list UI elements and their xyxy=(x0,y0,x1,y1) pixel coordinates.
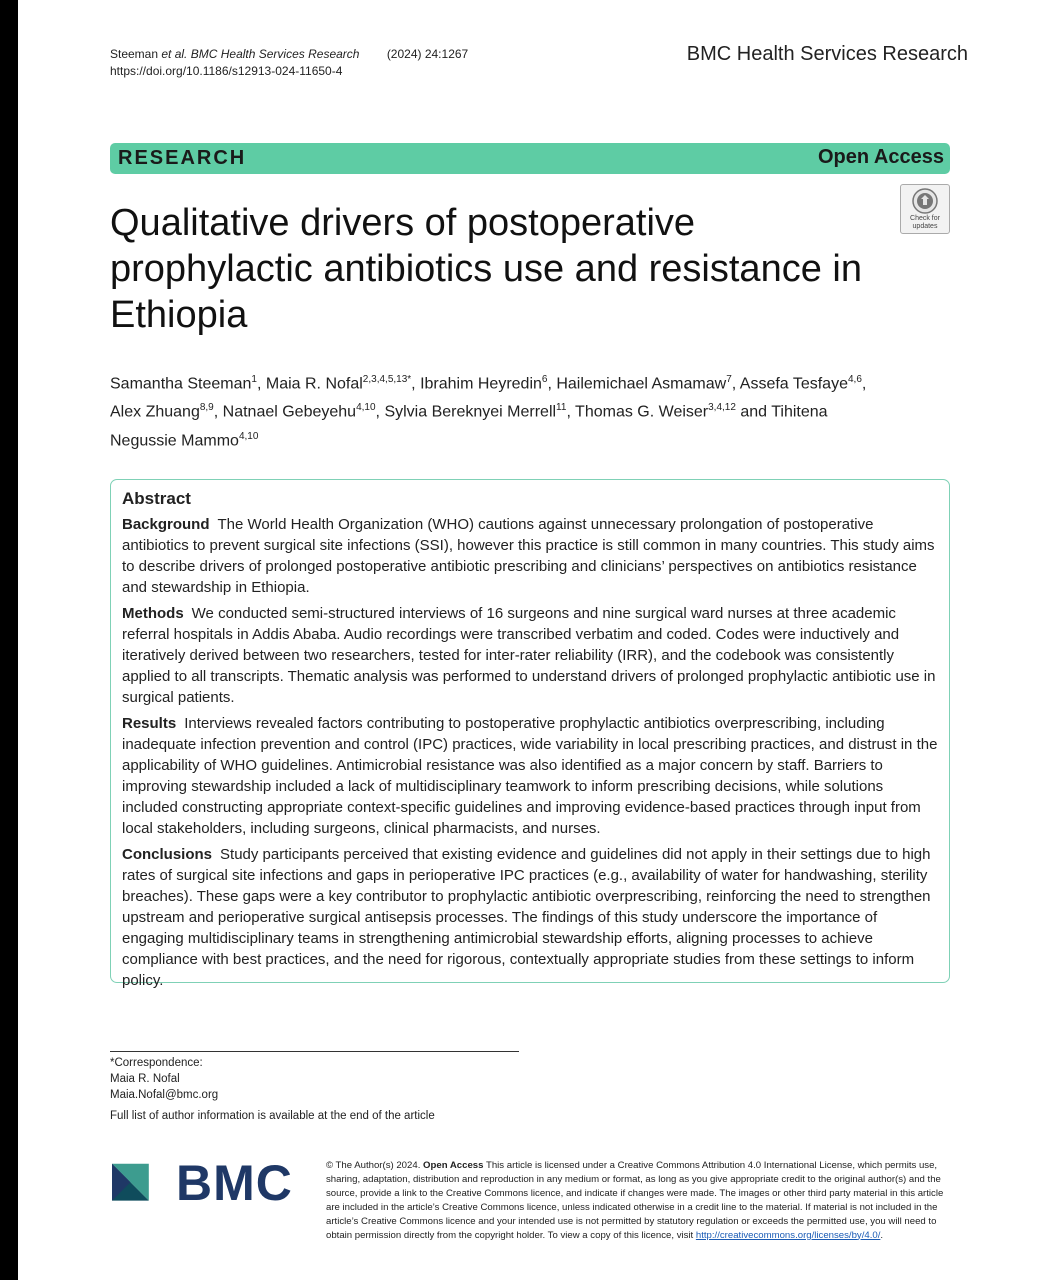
author-affiliation: 11 xyxy=(556,402,567,414)
citation-journal: BMC Health Services Research xyxy=(190,47,360,61)
author-separator: , xyxy=(411,375,421,393)
author-name: Hailemichael Asmamaw xyxy=(556,375,727,393)
author-separator: and xyxy=(735,403,772,421)
section-text: Interviews revealed factors contributing to postoperative prophylactic antibiotics overprescribing, including inadequate infection prevention and control (IPC) practices, wide variability in local prescribing practices, and distrust in the applicability of WHO guidelines. Antimicrobial resistance was also identified as a major concern by staff. Barriers to improving stewardship included a lack of multidisciplinary teamwork to inform prescribing decisions, while solutions included constructing appropriate context-specific guidelines and improving evidence-based practices through input from local stakeholders, including surgeons, clinical pharmacists, and nurses. xyxy=(122,715,938,837)
section-label: Conclusions xyxy=(122,846,213,863)
check-for-updates-button[interactable] xyxy=(900,184,950,234)
abstract-heading: Abstract xyxy=(122,489,191,508)
license-text: This article is licensed under a Creative Commons Attribution 4.0 International License, which permits use, sharing, adaptation, distribution and reproduction in any medium or format, as long as you give appropriate credit to the original author(s) and the source, provide a link to the Creative Commons licence, and indicate if changes were made. The images or other third party material in this article are included in the article’s Creative Commons licence, unless indicated otherwise in a credit line to the material. If material is not included in the article’s Creative Commons licence and your intended use is not permitted by statutory regulation or exceeds the permitted use, you will need to obtain permission directly from the copyright holder. To view a copy of this licence, visit xyxy=(326,1160,944,1241)
author-affiliation: 4,10 xyxy=(356,402,376,414)
author-info-note: Full list of author information is available at the end of the article xyxy=(110,1110,435,1122)
author-name: Alex Zhuang xyxy=(110,403,200,421)
citation-etal: et al. xyxy=(161,47,188,61)
author-name: Assefa Tesfaye xyxy=(739,375,848,393)
author-name: Sylvia Bereknyei Merrell xyxy=(384,403,557,421)
abstract-box xyxy=(110,479,950,989)
bmc-logo-text: BMC xyxy=(176,1155,293,1211)
abstract-results xyxy=(122,713,938,839)
check-updates-label: Check for updates xyxy=(910,215,940,230)
section-text: The World Health Organization (WHO) cautions against unnecessary prolongation of postoperative antibiotics to prevent surgical site infections (SSI), however this practice is still common in many countries. This study aims to describe drivers of prolonged postoperative antibiotic prescribing and clinicians’ perspectives on antibiotics resistance and stewardship in Ethiopia. xyxy=(122,516,935,596)
license-statement xyxy=(326,1159,952,1242)
correspondence-block xyxy=(110,1055,218,1103)
doi-link[interactable]: https://doi.org/10.1186/s12913-024-11650-4 xyxy=(110,64,343,78)
correspondence-email[interactable]: Maia.Nofal@bmc.org xyxy=(110,1089,219,1101)
author-name: Natnael Gebeyehu xyxy=(222,403,357,421)
license-open-access: Open Access xyxy=(423,1160,484,1171)
footnote-divider xyxy=(110,1051,519,1052)
author-name: Samantha Steeman xyxy=(110,375,252,393)
author-affiliation: 7 xyxy=(726,374,732,385)
license-suffix: . xyxy=(880,1229,884,1241)
license-copyright: © The Author(s) 2024. xyxy=(326,1160,421,1171)
correspondence-label: *Correspondence: xyxy=(110,1057,203,1069)
author-name: Thomas G. Weiser xyxy=(575,403,709,421)
author-affiliation: 4,6 xyxy=(847,374,862,385)
bmc-logo-icon xyxy=(112,1159,160,1207)
citation-author: Steeman xyxy=(110,47,159,61)
author-name: Maia R. Nofal xyxy=(265,375,363,393)
abstract-conclusions xyxy=(122,844,938,991)
article-type-label: RESEARCH xyxy=(118,147,247,169)
article-page xyxy=(18,0,1054,1280)
section-label: Background xyxy=(122,516,210,533)
author-separator: , xyxy=(375,403,385,421)
journal-name: BMC Health Services Research xyxy=(686,43,968,65)
author-affiliation: 1 xyxy=(251,374,257,385)
citation-year-volume: (2024) 24:1267 xyxy=(386,47,469,61)
abstract-background xyxy=(122,514,938,598)
author-name: Tihitena Negussie Mammo xyxy=(110,403,828,449)
author-name: Ibrahim Heyredin xyxy=(420,375,542,393)
author-separator: , xyxy=(547,375,557,393)
author-separator: , xyxy=(213,403,223,421)
author-affiliation: 2,3,4,5,13* xyxy=(362,374,412,385)
author-affiliation: 3,4,12 xyxy=(708,402,736,414)
author-separator: , xyxy=(256,375,266,393)
open-access-label: Open Access xyxy=(818,146,944,168)
section-label: Methods xyxy=(122,605,184,622)
author-separator: , xyxy=(566,403,576,421)
author-affiliation: 8,9 xyxy=(199,402,214,414)
author-list xyxy=(110,368,880,453)
article-type-banner xyxy=(110,143,950,174)
license-link[interactable]: http://creativecommons.org/licenses/by/4.0/ xyxy=(695,1229,881,1241)
section-text: We conducted semi-structured interviews of 16 surgeons and nine surgical ward nurses at three academic referral hospitals in Addis Ababa. Audio recordings were transcribed verbatim and coded. Codes were inductively and iteratively derived between two researchers, tested for inter-rater reliability (IRR), and the codebook was consistently applied to all transcripts. Thematic analysis was performed to understand drivers of prolonged prophylactic antibiotic use in surgical patients. xyxy=(122,605,936,706)
citation-header xyxy=(110,46,468,80)
correspondence-name: Maia R. Nofal xyxy=(110,1073,180,1085)
section-label: Results xyxy=(122,715,177,732)
author-separator: , xyxy=(731,375,740,393)
abstract-methods xyxy=(122,603,938,708)
article-title: Qualitative drivers of postoperative prophylactic antibiotics use and resistance in Ethiopia xyxy=(110,202,862,336)
author-affiliation: 4,10 xyxy=(238,430,259,442)
section-text: Study participants perceived that existing evidence and guidelines did not apply in their settings due to high rates of surgical site infections and gaps in perioperative IPC practices (e.g., availability of water for handwashing, sterility breaches). These gaps were a key contributor to prophylactic antibiotic overprescribing, reinforcing the need to strengthen upstream and perioperative surgical antisepsis processes. The findings of this study underscore the importance of engaging multidisciplinary teams in strengthening antimicrobial stewardship efforts, aligning processes to achieve compliance with best practices, and the need for rigorous, contextually appropriate studies from these settings to inform policy. xyxy=(122,846,931,989)
check-updates-icon xyxy=(912,188,938,214)
author-affiliation: 6 xyxy=(541,374,548,385)
author-separator: , xyxy=(861,375,867,393)
